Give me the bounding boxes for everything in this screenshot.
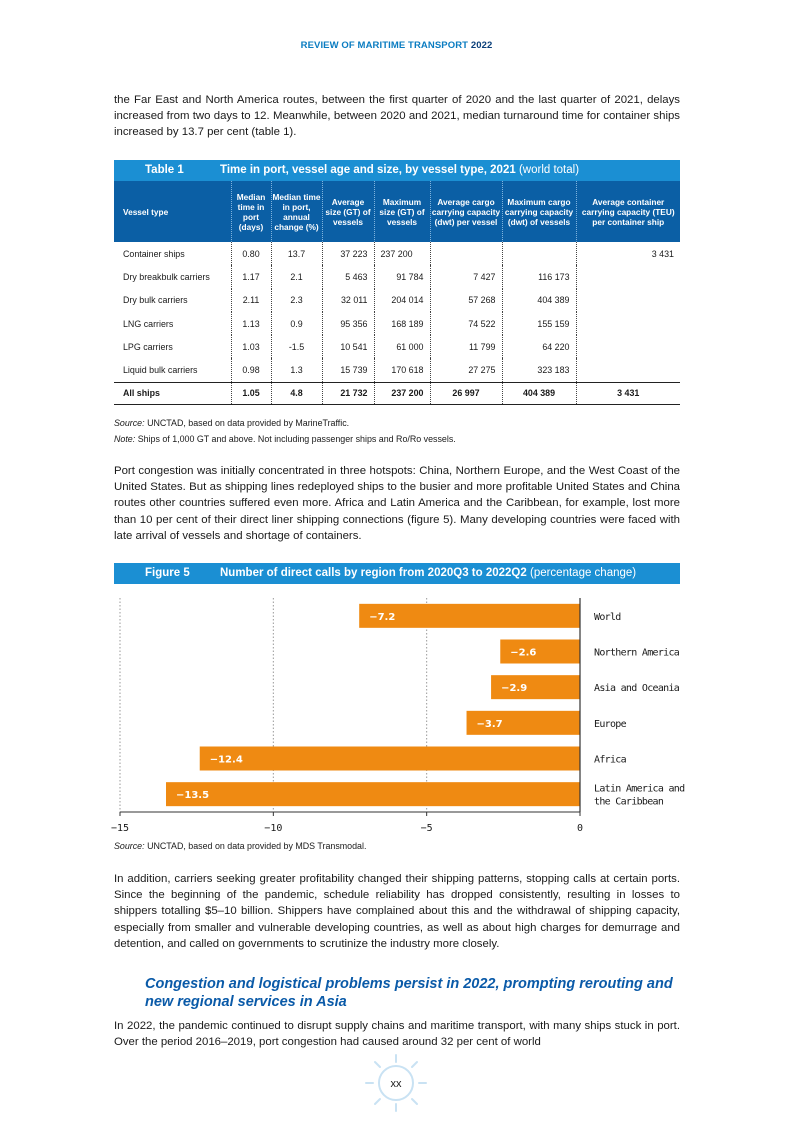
figure-title-text: Number of direct calls by region from 2020Q3 to 2022Q2	[220, 567, 527, 579]
table-cell: LPG carriers	[123, 341, 173, 352]
col-header: Average cargo carrying capacity (dwt) per vessel	[430, 181, 502, 242]
table-total-row	[114, 382, 680, 404]
table-cell: 21 732	[322, 382, 374, 404]
table-cell: Container ships	[123, 248, 185, 259]
table-cell: 170 618	[374, 358, 430, 382]
category-label: Northern America	[594, 647, 680, 659]
table-cell: 5 463	[322, 265, 374, 288]
table-row	[114, 335, 680, 358]
table-row	[114, 358, 680, 382]
table-cell: 4.8	[271, 382, 322, 404]
table-cell: 0.9	[271, 312, 322, 335]
header-title: REVIEW OF MARITIME TRANSPORT	[300, 40, 469, 51]
table-subtitle: (world total)	[518, 164, 580, 176]
table-row	[114, 265, 680, 288]
table-cell: 1.13	[231, 312, 271, 335]
section-subheading: Congestion and logistical problems persist in 2022, prompting rerouting and new regional services in Asia	[145, 976, 673, 1010]
table-cell: 3 431	[576, 382, 680, 404]
table-cell: 74 522	[430, 312, 502, 335]
figure-title	[220, 567, 636, 579]
page-number: xx	[390, 1078, 402, 1090]
table-cell: 116 173	[502, 265, 576, 288]
table-note-label: Note:	[114, 434, 136, 444]
category-label: the Caribbean	[594, 796, 664, 808]
paragraph-2: Port congestion was initially concentrated in three hotspots: China, Northern Europe, and the West Coast of the United States. But as shipping lines redeployed ships to the busier and more profitable United States and China routes other countries suffered even more. Africa and Latin America and the Caribbean, for example, lost more than 10 per cent of their direct liner shipping connections (figure 5). Many developing countries were faced with late arrival of vessels and shortage of containers.	[114, 465, 680, 542]
table-cell: 0.80	[231, 242, 271, 265]
table-cell	[576, 312, 680, 335]
table-cell: 32 011	[322, 289, 374, 312]
table-header-row	[114, 181, 680, 242]
category-label: Latin America and	[594, 783, 685, 795]
x-tick-label: −15	[110, 823, 130, 834]
table-note-text: Ships of 1,000 GT and above. Not including passenger ships and Ro/Ro vessels.	[137, 434, 456, 444]
paragraph-1: the Far East and North America routes, between the first quarter of 2020 and the last quarter of 2021, delays increased from two days to 12. Meanwhile, between 2020 and 2021, median turnaround time for container ships increased by 13.7 per cent (table 1).	[114, 94, 680, 139]
table-cell	[430, 242, 502, 265]
table-cell: 168 189	[374, 312, 430, 335]
table-source-label: Source:	[114, 418, 145, 428]
table-source-text: UNCTAD, based on data provided by MarineTraffic.	[147, 418, 350, 428]
table-cell: 204 014	[374, 289, 430, 312]
table-cell	[576, 358, 680, 382]
table-cell: 2.3	[271, 289, 322, 312]
table-cell: 61 000	[374, 335, 430, 358]
page-number-badge	[360, 1052, 432, 1114]
table-note	[114, 434, 456, 444]
table-title-text: Time in port, vessel age and size, by vessel type, 2021	[220, 164, 516, 176]
category-label: Asia and Oceania	[594, 683, 680, 695]
paragraph-3: In addition, carriers seeking greater profitability changed their shipping patterns, stopping calls at certain ports. Since the beginning of the pandemic, schedule reliability has dropped consistently, resulting in losses to shippers totalling $5–10 billion. Shippers have complained about this and the withdrawal of shipping capacity, especially from smaller and vulnerable developing countries, as well as about high charges for demurrage and detention, and called on governments to scrutinize the industry more closely.	[114, 873, 680, 950]
table-cell: 15 739	[322, 358, 374, 382]
table-cell	[576, 265, 680, 288]
table-cell: 323 183	[502, 358, 576, 382]
col-header: Median time in port (days)	[231, 181, 271, 242]
table-cell: Dry breakbulk carriers	[123, 271, 210, 282]
table-cell: Dry bulk carriers	[123, 295, 188, 306]
table-cell	[576, 289, 680, 312]
x-tick-label: −5	[420, 823, 433, 834]
table-cell: 27 275	[430, 358, 502, 382]
figure-label: Figure 5	[145, 567, 190, 579]
x-tick-label: 0	[576, 823, 584, 834]
col-header: Maximum size (GT) of vessels	[374, 181, 430, 242]
table-cell: 64 220	[502, 335, 576, 358]
table-title-bar	[114, 160, 680, 181]
table-cell: 10 541	[322, 335, 374, 358]
table-cell: All ships	[114, 382, 231, 404]
table-cell: 2.1	[271, 265, 322, 288]
table-row	[114, 312, 680, 335]
table-cell: 2.11	[231, 289, 271, 312]
table-cell: 1.03	[231, 335, 271, 358]
bar-value-label: −3.7	[476, 718, 503, 730]
bar-chart	[110, 586, 685, 836]
table-label: Table 1	[145, 164, 184, 176]
table-cell: 237 200	[374, 242, 430, 265]
table-cell: 1.05	[231, 382, 271, 404]
table-cell: Liquid bulk carriers	[123, 365, 198, 376]
category-label: Europe	[594, 718, 626, 730]
table-row	[114, 242, 680, 265]
table-cell: 11 799	[430, 335, 502, 358]
table-cell	[502, 242, 576, 265]
bar-latin-america-and-the-caribbean	[166, 782, 580, 806]
table-cell: 95 356	[322, 312, 374, 335]
table-cell: 91 784	[374, 265, 430, 288]
table-cell: 155 159	[502, 312, 576, 335]
table-title	[220, 164, 579, 176]
table-source	[114, 418, 349, 428]
figure-subtitle: (percentage change)	[529, 567, 637, 579]
col-header: Median time in port, annual change (%)	[271, 181, 322, 242]
table-cell	[576, 335, 680, 358]
table-cell: 37 223	[322, 242, 374, 265]
table-cell: 13.7	[271, 242, 322, 265]
table-row	[114, 289, 680, 312]
figure-source-label: Source:	[114, 841, 145, 851]
bar-value-label: −7.2	[369, 611, 396, 623]
paragraph-4: In 2022, the pandemic continued to disrupt supply chains and maritime transport, with many ships stuck in port. Over the period 2016–2019, port congestion had caused around 32 per cent of world	[114, 1020, 680, 1049]
table-cell: 404 389	[502, 382, 576, 404]
col-header: Average size (GT) of vessels	[322, 181, 374, 242]
category-label: Africa	[594, 754, 626, 766]
table-cell: LNG carriers	[123, 318, 174, 329]
col-header: Maximum cargo carrying capacity (dwt) of vessels	[502, 181, 576, 242]
bar-value-label: −12.4	[209, 754, 243, 766]
col-header: Average container carrying capacity (TEU) per container ship	[576, 181, 680, 242]
table-cell: 0.98	[231, 358, 271, 382]
table-cell: 404 389	[502, 289, 576, 312]
header-year: 2022	[470, 40, 493, 51]
table-cell: 1.17	[231, 265, 271, 288]
bar-africa	[200, 747, 580, 771]
running-header	[0, 40, 793, 51]
table-cell: 237 200	[374, 382, 430, 404]
figure-source-text: UNCTAD, based on data provided by MDS Transmodal.	[147, 841, 367, 851]
col-header: Vessel type	[114, 181, 231, 242]
bar-value-label: −2.6	[510, 647, 537, 659]
category-label: World	[594, 611, 621, 623]
vessel-table	[114, 181, 680, 405]
table-cell: 1.3	[271, 358, 322, 382]
bar-value-label: −13.5	[176, 790, 210, 802]
table-cell: 7 427	[430, 265, 502, 288]
bar-value-label: −2.9	[501, 683, 528, 695]
table-cell: 26 997	[430, 382, 502, 404]
table-cell: 3 431	[576, 242, 680, 265]
x-tick-label: −10	[264, 823, 283, 834]
table-cell: 57 268	[430, 289, 502, 312]
figure-source	[114, 841, 366, 851]
figure-title-bar	[114, 563, 680, 584]
table-cell: -1.5	[271, 335, 322, 358]
